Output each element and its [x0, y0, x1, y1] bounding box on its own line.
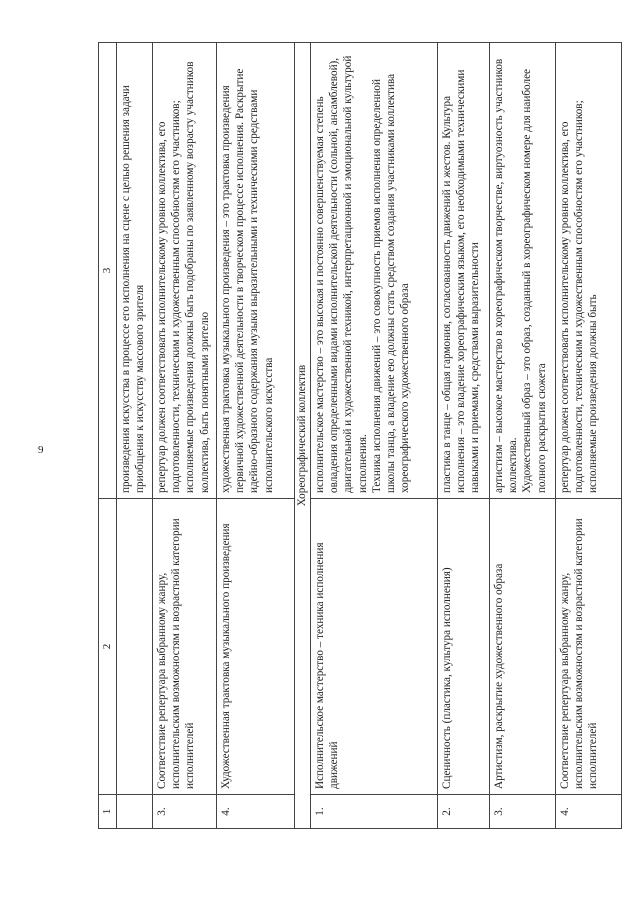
row-number: 2.	[438, 795, 490, 829]
description-cell	[153, 43, 217, 499]
section-title: Хореографический коллектив	[295, 43, 311, 829]
row-number	[117, 795, 153, 829]
criteria-table	[98, 42, 622, 829]
description-text: репертуар должен соответствовать исполнительскому уровню коллектива, его подготовленности, техническим и художественным способностям его участников; исполняемые произведения должны быть	[559, 100, 600, 493]
description-cell	[556, 43, 622, 499]
criterion-cell: Художественная трактовка музыкального произведения	[217, 499, 295, 795]
header-col-1: 1	[99, 795, 117, 829]
page-number: 9	[38, 444, 44, 456]
description-cell	[117, 43, 153, 499]
description-text: исполнительское мастерство – это высокая и постоянно совершенствуемая степень овладения определенными видами исполнительской деятельности (сольной, ансамблевой), двигательной и художественной техникой, интерпретационной и эмоциональной культурой исполнения.	[314, 55, 369, 493]
description-text: репертуар должен соответствовать исполнительскому уровню коллектива, его подготовленности, техническим и художественным способностям его участников; исполняемые произведения должны быть подобраны по заявленному возрасту участников коллектива, быть понятными зрителю	[156, 61, 211, 493]
description-cell	[490, 43, 556, 499]
description-text: произведения искусства в процессе его исполнения на сцене с целью решения задачи приобщения к искусству массового зрителя	[120, 85, 147, 493]
description-text: Художественный образ – это образ, созданный в хореографическом номере для наиболее полного раскрытия сюжета	[521, 69, 548, 493]
rotated-table-container	[98, 43, 618, 829]
table-row	[490, 43, 556, 829]
description-text: художественная трактовка музыкального произведения – это трактовка произведения первичной художественной деятельности в творческом процессе исполнения. Раскрытие идейно-образного содержания музыки выразительными и техническими средствами исполнительского искусства	[220, 68, 275, 493]
criterion-cell: Соответствие репертуара выбранному жанру, исполнительским возможностям и возрастной категории исполнителей	[153, 499, 217, 795]
criterion-cell	[117, 499, 153, 795]
row-number: 4.	[217, 795, 295, 829]
description-cell	[217, 43, 295, 499]
row-number: 4.	[556, 795, 622, 829]
description-cell	[438, 43, 490, 499]
section-header-row	[295, 43, 311, 829]
table-row	[117, 43, 153, 829]
table-header-row	[99, 43, 117, 829]
description-text: артистизм – высокое мастерство в хореографическом творчестве, виртуозность участников коллектива.	[493, 58, 520, 493]
table-row	[438, 43, 490, 829]
criterion-cell: Артистизм, раскрытие художественного образа	[490, 499, 556, 795]
row-number: 3.	[490, 795, 556, 829]
header-col-3: 3	[99, 43, 117, 499]
criterion-cell: Исполнительское мастерство – техника исполнения движений	[311, 499, 438, 795]
table-row	[311, 43, 438, 829]
table-row	[217, 43, 295, 829]
description-text: пластика в танце – общая гармония, согласованность движений и жестов. Культура исполнения – это владение хореографическим языком, его необходимыми техническими навыками и приемами, средствами выразительности	[441, 69, 482, 493]
table-row	[153, 43, 217, 829]
row-number: 3.	[153, 795, 217, 829]
header-col-2: 2	[99, 499, 117, 795]
table-row	[556, 43, 622, 829]
criterion-cell: Соответствие репертуара выбранному жанру, исполнительским возможностям и возрастной категории исполнителей	[556, 499, 622, 795]
description-text: Техника исполнения движений – это совокупность приемов исполнения определенной школы танца, а владение ею должны стать средством создания участниками коллектива хореографического художественного образа	[370, 73, 412, 493]
description-cell	[311, 43, 438, 499]
row-number: 1.	[311, 795, 438, 829]
criterion-cell: Сценичность (пластика, культура исполнения)	[438, 499, 490, 795]
